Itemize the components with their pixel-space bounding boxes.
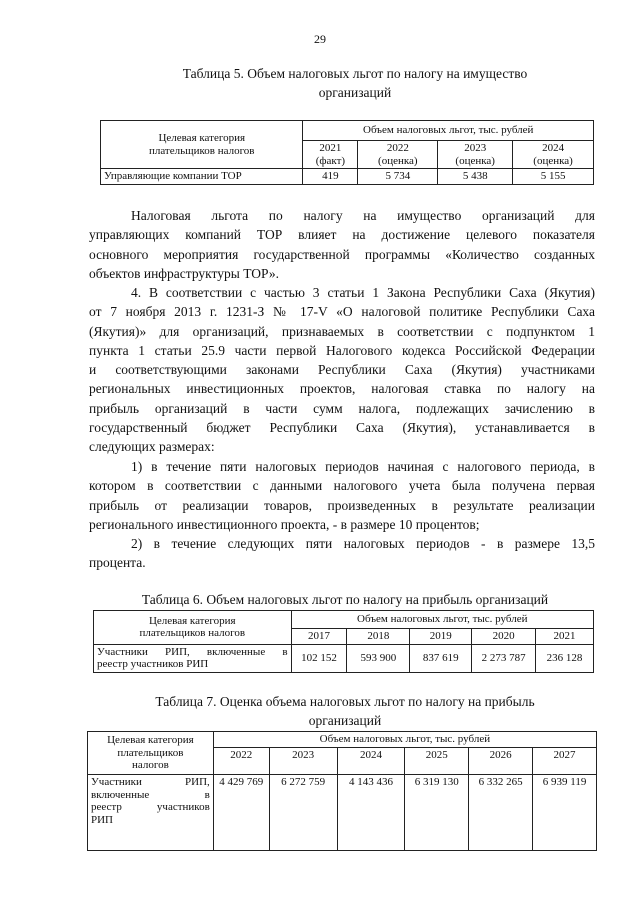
text-line: (Якутия)» для организаций, признаваемых в соответствии с подпунктом 1 <box>89 323 595 339</box>
table5-cell: 419 <box>303 169 358 185</box>
table6-category-header <box>94 611 292 645</box>
text-line: 4. В соответствии с частью 3 статьи 1 Закона Республики Саха (Якутия) <box>131 285 595 300</box>
paragraph-3 <box>89 457 595 534</box>
table7-year: 2024 <box>337 748 405 775</box>
text-line: региональных инвестиционных проектов, налоговая ставка по налогу на <box>89 381 595 397</box>
table7-year: 2027 <box>533 748 597 775</box>
text-line: процента. <box>89 555 146 571</box>
paragraph-2 <box>89 283 595 457</box>
paragraph-4 <box>89 534 595 573</box>
table5-col-note: (оценка) <box>455 154 495 167</box>
table5-cell: 5 438 <box>438 169 513 185</box>
table7-row-label-line2: включенные в <box>91 788 210 801</box>
table7-cell: 6 319 130 <box>405 775 469 851</box>
table6-row-label <box>94 644 292 672</box>
table7-row-label-line1: Участники РИП, <box>91 776 210 788</box>
table5-category-header-line2: плательщиков налогов <box>148 144 255 157</box>
table7 <box>87 731 597 851</box>
table7-caption-line1: Таблица 7. Оценка объема налоговых льгот по налогу на прибыль <box>155 694 535 709</box>
table7-cell: 4 143 436 <box>337 775 405 851</box>
table6-cell: 236 128 <box>536 644 594 672</box>
table7-row-label-line3: реестр участников <box>91 801 210 813</box>
table6 <box>93 610 594 673</box>
table7-year: 2026 <box>469 748 533 775</box>
table5-col-header <box>438 141 513 169</box>
table5-cell: 5 155 <box>513 169 594 185</box>
table-row <box>88 775 597 851</box>
text-line: регионального инвестиционного проекта, - в размере 10 процентов; <box>89 516 480 532</box>
text-line: основного мероприятия государственной программы «Количество созданных <box>89 246 595 262</box>
paragraph-1 <box>89 206 595 283</box>
text-line: прибыль от реализации товаров, произведенных в результате реализации <box>89 497 595 513</box>
table5-volume-header: Объем налоговых льгот, тыс. рублей <box>303 121 594 141</box>
table5-category-header <box>101 121 303 169</box>
table5-col-note: (факт) <box>315 154 346 167</box>
table5-col-note: (оценка) <box>533 154 573 167</box>
table7-year: 2025 <box>405 748 469 775</box>
table5-col-year: 2022 <box>386 142 409 154</box>
text-line: объектов инфраструктуры ТОР». <box>89 265 280 281</box>
table5-col-header <box>358 141 438 169</box>
text-line: пункта 1 статьи 25.9 части первой Налогового кодекса Российской Федерации <box>89 342 595 358</box>
table7-row-label <box>88 775 214 851</box>
table7-category-header <box>88 732 214 775</box>
page-number: 29 <box>314 32 326 46</box>
table5-row-label: Управляющие компании ТОР <box>101 169 303 185</box>
table6-year: 2021 <box>536 629 594 645</box>
table7-category-header-line3: налогов <box>132 759 169 772</box>
table7-row-label-line4: РИП <box>91 813 114 826</box>
table5-col-header <box>303 141 358 169</box>
table5-cell: 5 734 <box>358 169 438 185</box>
text-line: от 7 ноября 2013 г. 1231-З № 17-V «О налоговой политике Республики Саха <box>89 304 595 320</box>
table7-year: 2023 <box>269 748 337 775</box>
table5-col-year: 2024 <box>542 142 565 154</box>
text-line: и соответствующими законами Республики Саха (Якутия) участниками <box>89 362 595 378</box>
table7-cell: 4 429 769 <box>213 775 269 851</box>
text-line: котором в соответствии с данными налогового учета была получена первая <box>89 478 595 494</box>
table5-caption <box>140 64 570 102</box>
table7-category-header-line2: плательщиков <box>117 746 184 759</box>
table6-category-header-line1: Целевая категория <box>148 614 236 627</box>
table7-volume-header: Объем налоговых льгот, тыс. рублей <box>213 732 596 748</box>
text-line: 2) в течение следующих пяти налоговых периодов - в размере 13,5 <box>131 536 595 551</box>
table7-cell: 6 332 265 <box>469 775 533 851</box>
table-row <box>101 169 594 185</box>
table6-row-label-line1: Участники РИП, включенные в <box>97 645 288 658</box>
table6-cell: 837 619 <box>410 644 472 672</box>
text-line: следующих размерах: <box>89 439 215 455</box>
text-line: государственный бюджет Республики Саха (Якутия), устанавливается в <box>89 420 595 436</box>
table7-caption <box>100 692 590 730</box>
table5-category-header-line1: Целевая категория <box>158 132 246 144</box>
table5-col-year: 2023 <box>464 142 487 154</box>
text-line: Налоговая льгота по налогу на имущество организаций для <box>131 208 595 223</box>
table5-col-header <box>513 141 594 169</box>
table6-row-label-line2: реестр участников РИП <box>97 658 209 670</box>
table5-caption-line2: организаций <box>318 85 392 100</box>
table5-caption-line1: Таблица 5. Объем налоговых льгот по налогу на имущество <box>182 66 528 81</box>
table6-caption: Таблица 6. Объем налоговых льгот по налогу на прибыль организаций <box>141 592 549 607</box>
table5-col-note: (оценка) <box>378 154 418 167</box>
table5 <box>100 120 594 185</box>
table6-year: 2019 <box>410 629 472 645</box>
table6-year: 2017 <box>291 629 347 645</box>
table6-cell: 102 152 <box>291 644 347 672</box>
table7-year: 2022 <box>213 748 269 775</box>
text-line: прибыль организаций в части сумм налога, подлежащих зачислению в <box>89 400 595 416</box>
table6-volume-header: Объем налоговых льгот, тыс. рублей <box>291 611 593 629</box>
table6-year: 2020 <box>472 629 536 645</box>
text-line: 1) в течение пяти налоговых периодов начиная с налогового периода, в <box>131 459 595 474</box>
table6-year: 2018 <box>347 629 410 645</box>
table7-cell: 6 272 759 <box>269 775 337 851</box>
table5-col-year: 2021 <box>319 142 342 154</box>
table7-category-header-line1: Целевая категория <box>107 734 194 747</box>
table6-cell: 593 900 <box>347 644 410 672</box>
table6-cell: 2 273 787 <box>472 644 536 672</box>
table7-caption-line2: организаций <box>308 713 382 728</box>
text-line: управляющих компаний ТОР влияет на достижение целевого показателя <box>89 227 595 243</box>
table6-category-header-line2: плательщиков налогов <box>139 627 246 640</box>
table-row <box>94 644 594 672</box>
table7-cell: 6 939 119 <box>533 775 597 851</box>
